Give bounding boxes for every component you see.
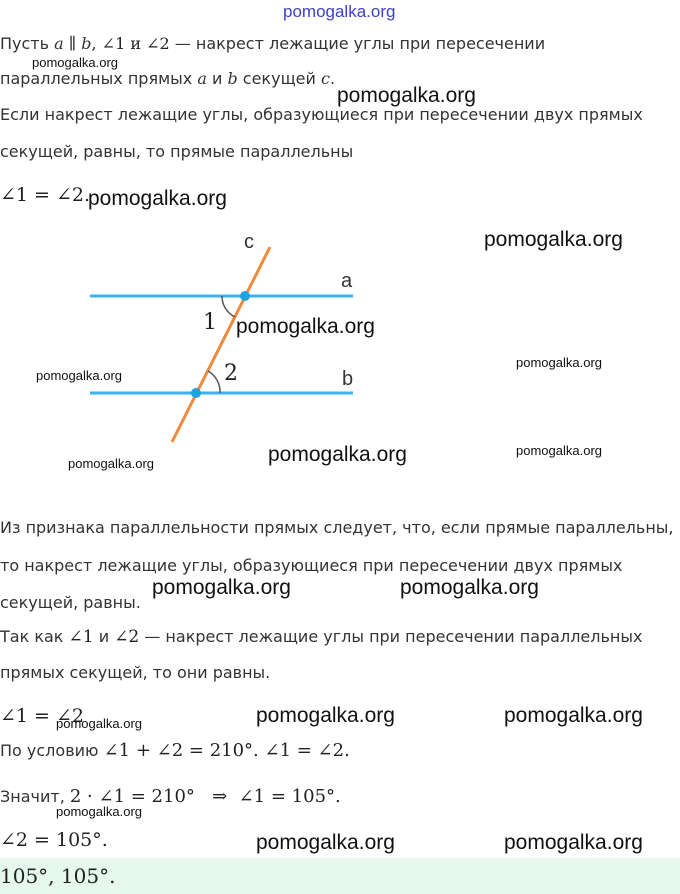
intro-line-2 — [0, 69, 335, 88]
condition-text: По условию — [0, 741, 104, 760]
watermark: pomogalka.org — [56, 804, 142, 819]
math-b: b — [227, 69, 238, 88]
label-angle-2: 2 — [224, 361, 238, 386]
theorem-line-1: Если накрест лежащие углы, образующиеся при пересечении двух прямых — [0, 105, 643, 124]
hence-expression: 2 · ∠1 = 210° ⇒ ∠1 = 105°. — [69, 786, 341, 807]
watermark: pomogalka.org — [88, 187, 227, 210]
since-line-1 — [0, 627, 643, 647]
watermark: pomogalka.org — [32, 55, 118, 70]
watermark: pomogalka.org — [400, 576, 539, 599]
math-parallel: ∥ — [63, 34, 82, 53]
condition-expression: ∠1 + ∠2 = 210°. ∠1 = ∠2. — [103, 740, 350, 761]
watermark: pomogalka.org — [56, 716, 142, 731]
answer: 105°, 105°. — [0, 864, 116, 888]
label-angle-1: 1 — [203, 310, 217, 335]
since-text: Так как — [0, 627, 69, 646]
consequence-line-3: секущей, равны. — [0, 593, 141, 612]
watermark: pomogalka.org — [516, 355, 602, 370]
math-a: a — [54, 34, 64, 53]
intro-text: . — [329, 69, 336, 88]
watermark-top: pomogalka.org — [283, 2, 396, 21]
theorem-line-2: секущей, равны, то прямые параллельны — [0, 142, 354, 161]
angle-1-arc — [222, 296, 235, 317]
condition-line — [0, 740, 350, 761]
parallel-lines-diagram — [0, 225, 680, 475]
watermark: pomogalka.org — [484, 228, 623, 251]
math-b: b — [81, 34, 92, 53]
watermark: pomogalka.org — [504, 704, 643, 727]
intro-text: параллельных прямых — [0, 69, 198, 88]
watermark: pomogalka.org — [268, 443, 407, 466]
watermark: pomogalka.org — [256, 704, 395, 727]
watermark: pomogalka.org — [504, 831, 643, 854]
watermark: pomogalka.org — [236, 315, 375, 338]
intro-text-tail: — накрест лежащие углы при пересечении — [169, 34, 546, 53]
hence-text: Значит, — [0, 787, 70, 806]
math-c: c — [320, 69, 330, 88]
equation-1: ∠1 = ∠2. — [0, 184, 91, 206]
intro-text: Пусть — [0, 34, 55, 53]
watermark: pomogalka.org — [152, 576, 291, 599]
equation-3: ∠2 = 105°. — [0, 829, 108, 851]
consequence-line-2: то накрест лежащие углы, образующиеся при пересечении двух прямых — [0, 556, 623, 575]
since-text-tail: — накрест лежащие углы при пересечении параллельных — [139, 627, 643, 646]
intro-text: секущей — [237, 69, 321, 88]
intro-text: и — [206, 69, 228, 88]
since-line-2: прямых секущей, то они равны. — [0, 663, 271, 682]
label-c: c — [244, 231, 254, 253]
watermark: pomogalka.org — [256, 831, 395, 854]
since-text: и — [93, 627, 115, 646]
watermark: pomogalka.org — [68, 456, 154, 471]
angle-2-arc — [208, 371, 220, 393]
consequence-line-1: Из признака параллельности прямых следует, что, если прямые параллельны, — [0, 518, 674, 537]
watermark: pomogalka.org — [516, 443, 602, 458]
math-angle-2: ∠2 — [114, 627, 140, 647]
intro-line-1 — [0, 34, 545, 53]
point-intersection-a — [240, 291, 250, 301]
math-a: a — [197, 69, 207, 88]
point-intersection-b — [191, 388, 201, 398]
label-a: a — [341, 270, 353, 292]
math-angles: , ∠1 и ∠2 — [91, 34, 170, 53]
secant-c — [172, 247, 270, 442]
watermark: pomogalka.org — [337, 84, 476, 107]
watermark: pomogalka.org — [36, 368, 122, 383]
hence-line — [0, 786, 341, 807]
label-b: b — [342, 368, 354, 390]
math-angle-1: ∠1 — [68, 627, 94, 647]
equation-2: ∠1 = ∠2 — [0, 705, 85, 727]
